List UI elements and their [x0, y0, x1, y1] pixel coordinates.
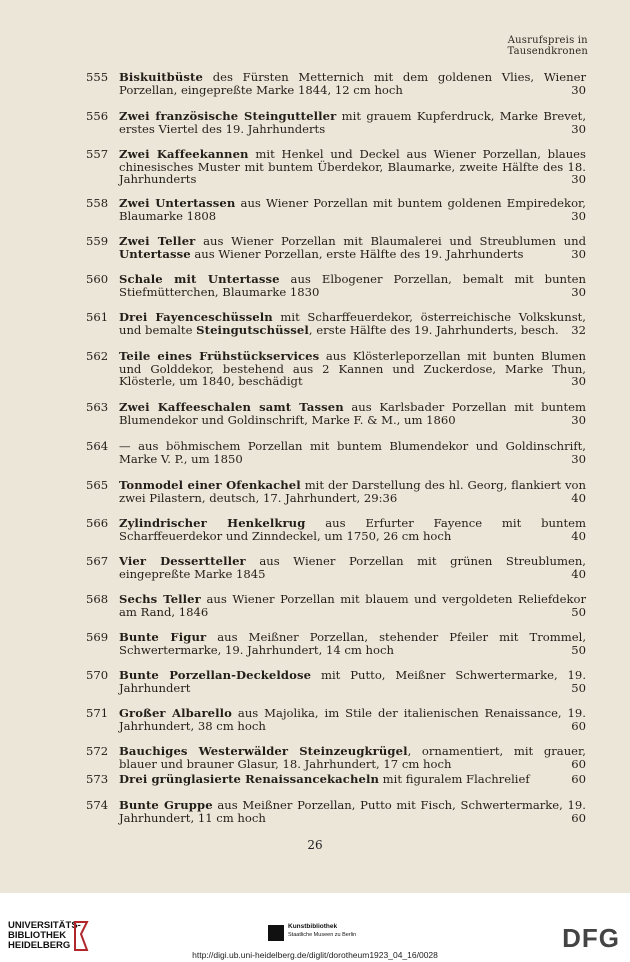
entry-price: 30	[571, 246, 586, 261]
entry-text: mit figuralem Flachrelief	[379, 772, 530, 786]
entry-text: mit grauem Kupferdruck, Marke Brevet, erstes Viertel des 19. Jahrhunderts	[119, 109, 587, 136]
entry-text: mit der Darstellung des hl. Georg, flankiert von zwei Pilastern, deutsch, 17. Jahrhundert, 29:36	[119, 478, 586, 505]
entry-number: 555	[86, 70, 109, 84]
entry-price: 50	[571, 642, 586, 657]
catalog-entry	[86, 71, 586, 96]
entry-description	[119, 311, 586, 336]
entry-description	[119, 669, 586, 694]
entry-text: mit Putto, Meißner Schwertermarke, 19. Jahrhundert	[119, 668, 586, 695]
entry-number: 564	[86, 439, 109, 453]
entry-title: Tonmodel einer Ofenkachel	[119, 478, 301, 492]
entry-number: 567	[86, 554, 109, 568]
entry-title: Schale mit Untertasse	[119, 272, 280, 286]
entry-text: aus Wiener Porzellan mit Blaumalerei und Streublumen und	[195, 234, 586, 248]
entry-number: 563	[86, 400, 109, 414]
entry-number: 569	[86, 630, 109, 644]
entry-description	[119, 745, 586, 770]
entry-text: aus Meißner Porzellan, stehender Pfeiler mit Trommel, Schwertermarke, 19. Jahrhundert, 14 cm hoch	[119, 630, 587, 657]
entry-price: 32	[571, 322, 586, 337]
entry-price: 30	[571, 82, 586, 97]
entry-text: aus Majolika, im Stile der italienischen Renaissance, 19. Jahrhundert, 38 cm hoch	[119, 706, 586, 733]
entry-text: , ornamentiert, mit grauer, blauer und brauner Glasur, 18. Jahrhundert, 17 cm hoch	[119, 744, 586, 771]
price-column-header	[508, 35, 588, 57]
entry-text: aus Wiener Porzellan mit blauem und vergoldeten Reliefdekor am Rand, 1846	[119, 592, 587, 619]
entry-number: 557	[86, 147, 109, 161]
entry-number: 559	[86, 234, 109, 248]
kunstbibliothek-square-icon	[268, 925, 284, 941]
entry-description	[119, 799, 586, 824]
header-line-1: Ausrufspreis in	[507, 35, 588, 46]
entry-number: 566	[86, 516, 109, 530]
source-url[interactable]: http://digi.ub.uni-heidelberg.de/diglit/dorotheum1923_04_16/0028	[192, 950, 438, 960]
entry-text: aus Elbogener Porzellan, bemalt mit bunten Stiefmütterchen, Blaumarke 1830	[119, 272, 586, 299]
catalog-entry	[86, 745, 586, 770]
catalog-entry	[86, 669, 586, 694]
entry-price: 40	[571, 566, 586, 581]
entry-price: 60	[571, 810, 586, 825]
entry-title: Zwei Kaffeeschalen samt Tassen	[119, 400, 344, 414]
entry-title: Zylindrischer Henkelkrug	[119, 516, 306, 530]
entry-title: Vier Dessertteller	[119, 554, 246, 568]
entry-number: 568	[86, 592, 109, 606]
catalog-entry	[86, 110, 586, 135]
entry-number: 565	[86, 478, 109, 492]
entry-text: — aus böhmischem Porzellan mit buntem Blumendekor und Goldinschrift, Marke V. P., um 1850	[119, 439, 586, 466]
catalog-entry	[86, 197, 586, 222]
entry-title: Zwei Kaffeekannen	[119, 147, 249, 161]
entry-description	[119, 148, 586, 186]
entry-price: 40	[571, 528, 586, 543]
entry-description	[119, 555, 586, 580]
entry-text: aus Karlsbader Porzellan mit buntem Blumendekor und Goldinschrift, Marke F. & M., um 1860	[119, 400, 586, 427]
entry-description	[119, 479, 586, 504]
entry-number: 572	[86, 744, 109, 758]
entry-title: Bunte Gruppe	[119, 798, 213, 812]
catalog-entry	[86, 773, 586, 786]
entry-number: 574	[86, 798, 109, 812]
entry-description	[119, 773, 586, 786]
entry-price: 40	[571, 490, 586, 505]
catalog-entry	[86, 401, 586, 426]
catalog-entry	[86, 593, 586, 618]
entry-text: aus Meißner Porzellan, Putto mit Fisch, Schwertermarke, 19. Jahrhundert, 11 cm hoch	[119, 798, 586, 825]
ub-line-1: UNIVERSITÄTS-	[8, 920, 81, 931]
ub-heidelberg-logo	[8, 921, 81, 951]
entry-title: Drei Fayenceschüsseln	[119, 310, 273, 324]
entry-description	[119, 235, 586, 260]
catalog-entry	[86, 707, 586, 732]
entry-title: Sechs Teller	[119, 592, 201, 606]
entry-text-2: , erste Hälfte des 19. Jahrhunderts, besch.	[308, 322, 559, 337]
entry-description	[119, 631, 586, 656]
entry-price: 60	[571, 756, 586, 771]
entry-description	[119, 273, 586, 298]
ub-line-2: BIBLIOTHEK	[8, 930, 67, 941]
entry-title: Teile eines Frühstückservices	[119, 349, 320, 363]
catalog-entry	[86, 631, 586, 656]
entry-price: 30	[571, 121, 586, 136]
header-line-2: Tausendkronen	[507, 46, 588, 57]
entry-title-2: Steingutschüssel	[196, 322, 309, 337]
entry-description	[119, 350, 586, 388]
entry-description	[119, 440, 586, 465]
entry-title: Bunte Porzellan-Deckeldose	[119, 668, 312, 682]
entry-title: Drei grünglasierte Renaissancekacheln	[119, 772, 379, 786]
entry-price: 60	[571, 718, 586, 733]
entry-number: 570	[86, 668, 109, 682]
catalog-entry	[86, 148, 586, 186]
entry-text: aus Erfurter Fayence mit buntem Scharffeuerdekor und Zinndeckel, um 1750, 26 cm hoch	[119, 516, 586, 543]
entry-number: 571	[86, 706, 109, 720]
catalog-entry	[86, 517, 586, 542]
entry-description	[119, 197, 586, 222]
entry-title: Zwei französische Steingutteller	[119, 109, 337, 123]
entry-description	[119, 707, 586, 732]
entry-title: Zwei Teller	[119, 234, 196, 248]
entry-price: 30	[571, 172, 586, 187]
entry-number: 556	[86, 109, 109, 123]
entry-number: 560	[86, 272, 109, 286]
entry-price: 30	[571, 208, 586, 223]
ub-line-3: HEIDELBERG	[8, 940, 71, 951]
entry-price: 30	[571, 284, 586, 299]
entry-number: 562	[86, 349, 109, 363]
entry-title: Bauchiges Westerwälder Steinzeugkrügel	[119, 744, 408, 758]
entry-text: aus Wiener Porzellan mit buntem goldenen Empiredekor, Blaumarke 1808	[119, 196, 586, 223]
entry-text-2: aus Wiener Porzellan, erste Hälfte des 19. Jahrhunderts	[190, 246, 524, 261]
entry-title: Bunte Figur	[119, 630, 207, 644]
entry-description	[119, 110, 586, 135]
catalog-entry	[86, 311, 586, 336]
kb-line-1: Kunstbibliothek	[288, 923, 338, 930]
catalog-entry	[86, 479, 586, 504]
catalog-entry	[86, 799, 586, 824]
entry-description	[119, 401, 586, 426]
dfg-logo: DFG	[562, 923, 620, 953]
catalog-entry	[86, 273, 586, 298]
entry-title-2: Untertasse	[119, 246, 191, 261]
catalog-entry	[86, 235, 586, 260]
entry-number: 558	[86, 196, 109, 210]
entry-price: 50	[571, 680, 586, 695]
catalog-entry	[86, 440, 586, 465]
entry-price: 30	[571, 412, 586, 427]
entry-description	[119, 593, 586, 618]
entry-text: mit Henkel und Deckel aus Wiener Porzellan, blaues chinesisches Muster mit buntem Überdekor, Blaumarke, zweite Hälfte des 18. Jahrhunderts	[119, 147, 586, 187]
ub-emblem-icon	[72, 920, 90, 952]
entry-number: 573	[86, 772, 109, 786]
kb-line-2: Staatliche Museen zu Berlin	[288, 932, 357, 938]
entry-price: 30	[571, 451, 586, 466]
entry-description	[119, 71, 586, 96]
entry-price: 50	[571, 604, 586, 619]
page-number: 26	[307, 838, 323, 852]
entry-text: aus Klösterleporzellan mit bunten Blumen und Golddekor, bestehend aus 2 Kannen und Zuckerdose, Marke Thun, Klösterle, um 1840, beschädigt	[119, 349, 586, 389]
entry-text: aus Wiener Porzellan mit grünen Streublumen, eingepreßte Marke 1845	[119, 554, 586, 581]
entry-price: 30	[571, 374, 586, 389]
entry-description	[119, 517, 586, 542]
catalog-entry	[86, 555, 586, 580]
catalog-entry	[86, 350, 586, 388]
entry-text: des Fürsten Metternich mit dem goldenen Vlies, Wiener Porzellan, eingepreßte Marke 1844, 12 cm hoch	[119, 70, 586, 97]
entry-title: Biskuitbüste	[119, 70, 203, 84]
entry-title: Zwei Untertassen	[119, 196, 236, 210]
entry-title: Großer Albarello	[119, 706, 232, 720]
entry-price: 60	[571, 772, 586, 786]
entry-text: mit Scharffeuerdekor, österreichische Volkskunst, und bemalte	[119, 310, 586, 337]
entry-number: 561	[86, 310, 109, 324]
